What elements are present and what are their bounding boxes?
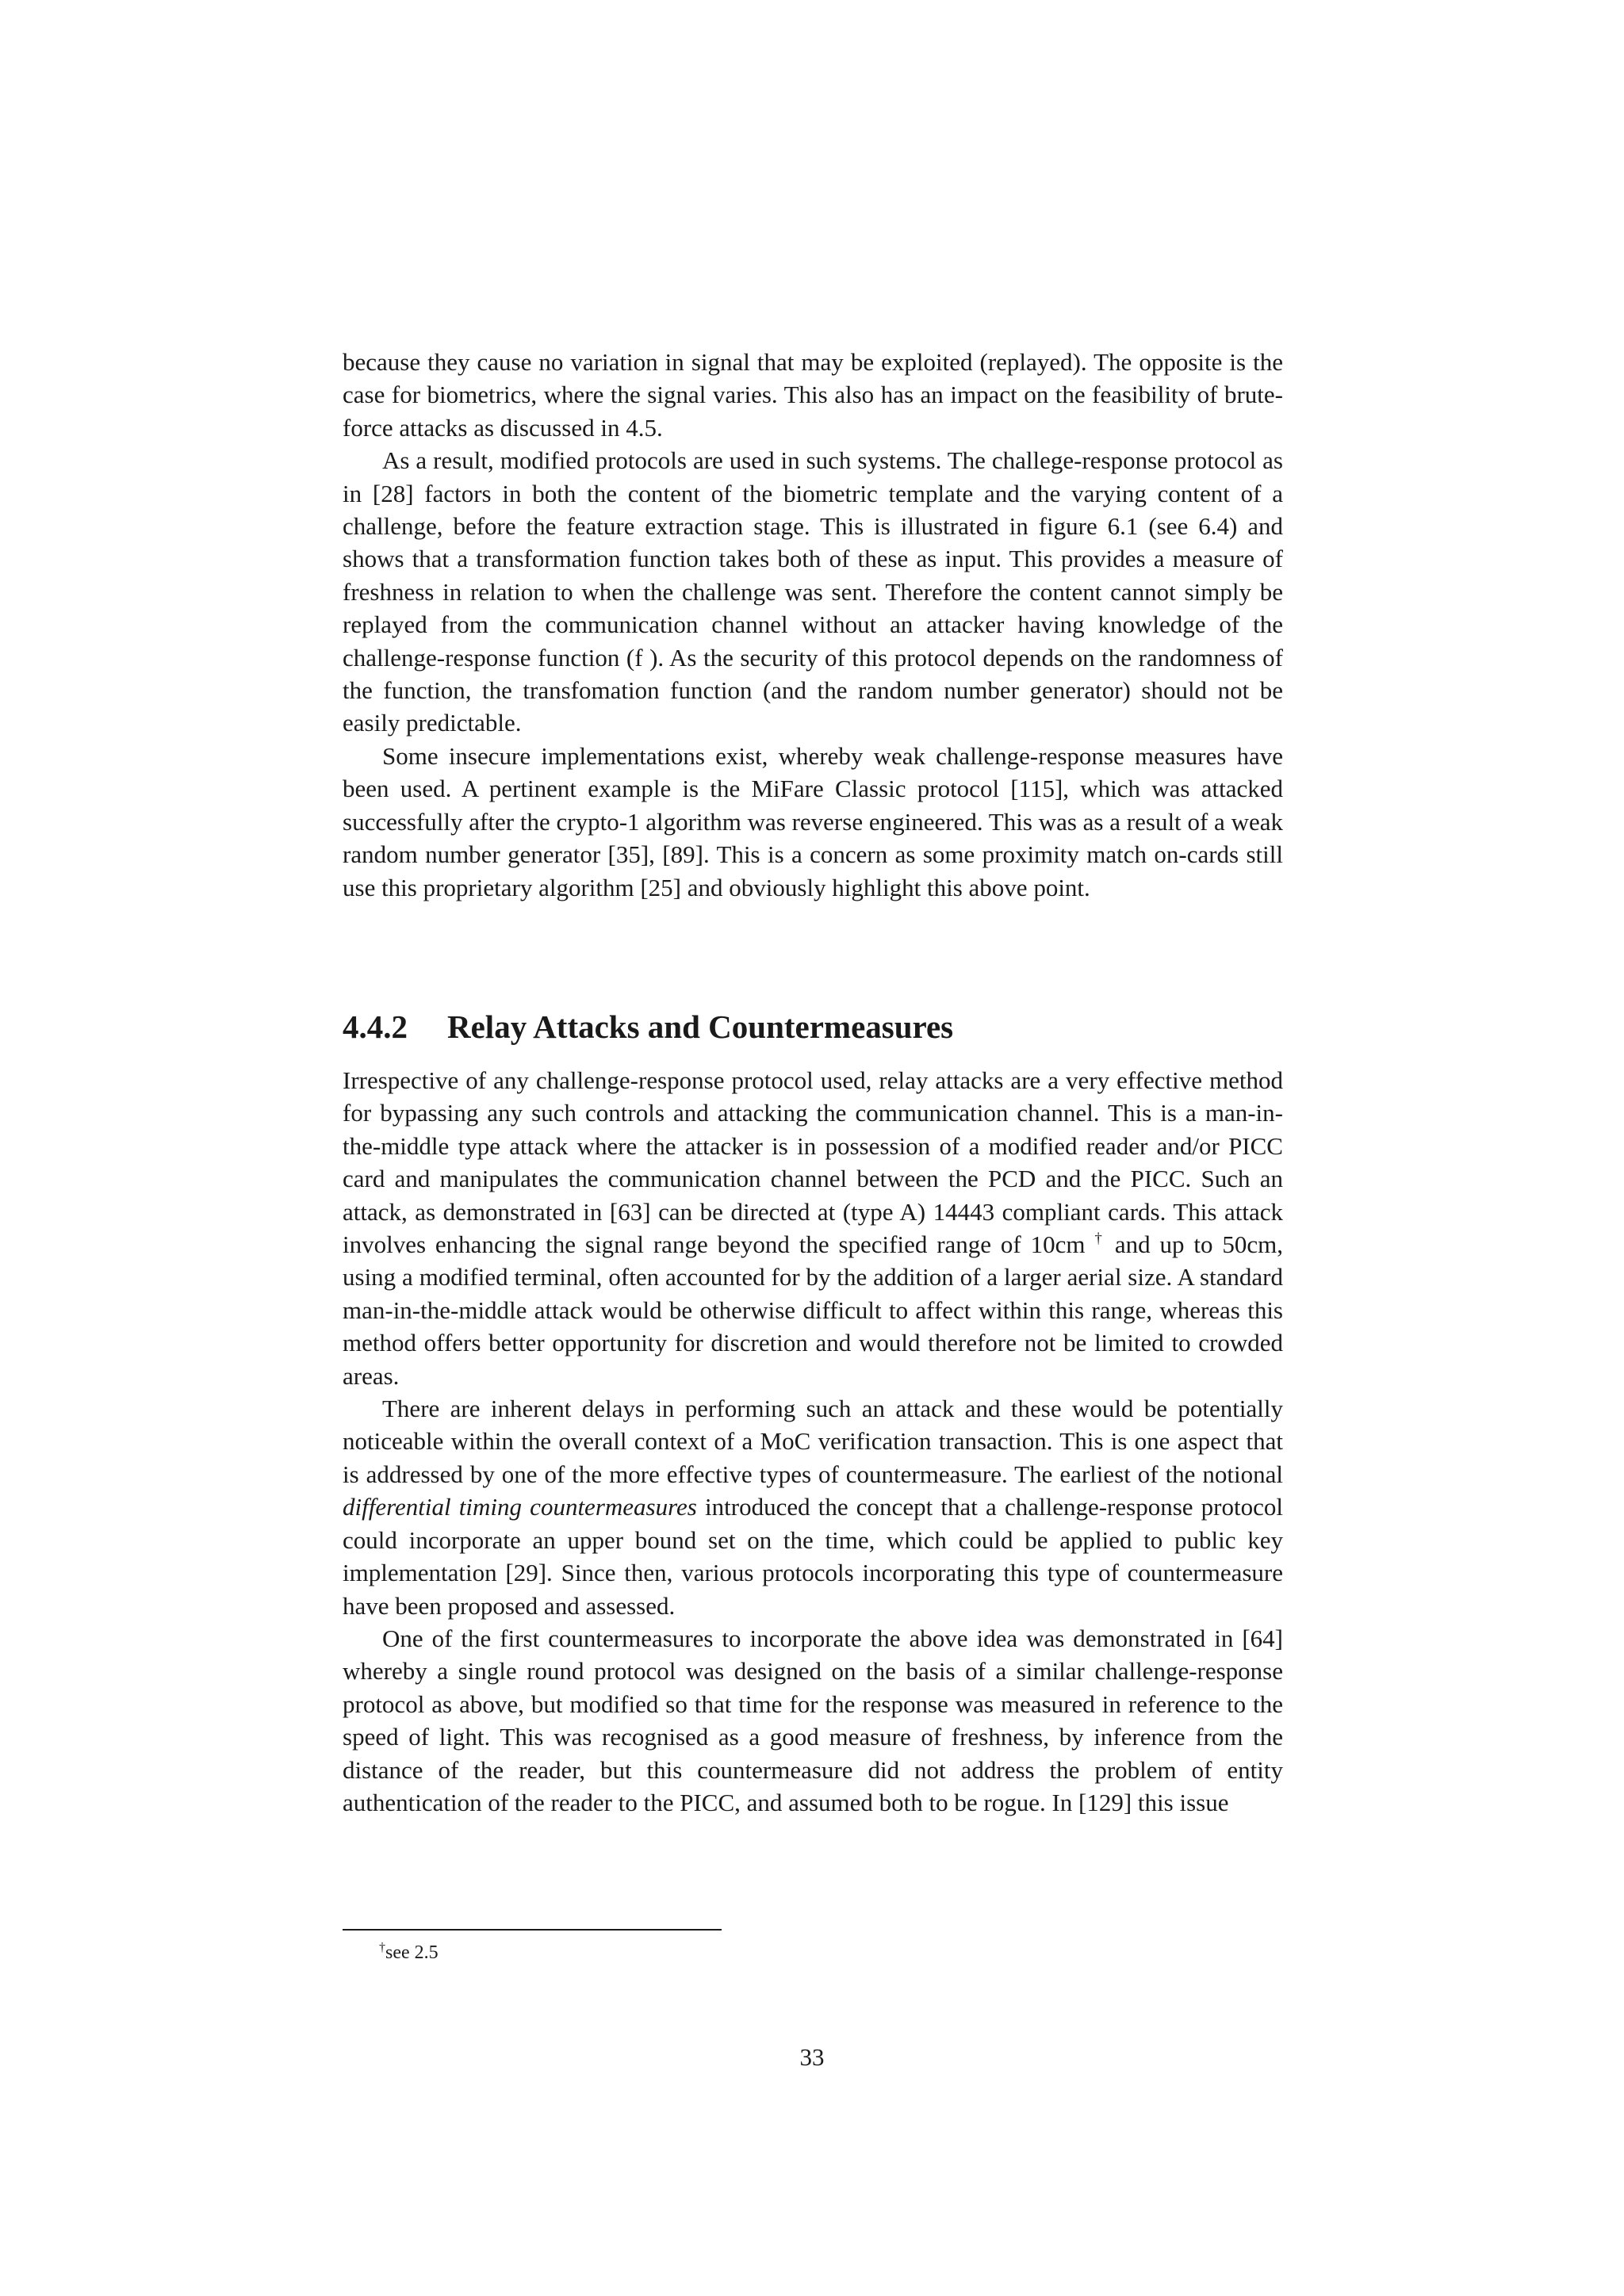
page-number: 33: [799, 2043, 825, 2071]
paragraph: [343, 1392, 1283, 1622]
body-text-top: [343, 346, 1283, 904]
paragraph: because they cause no variation in signal that may be exploited (replayed). The opposite is the case for biometrics, where the signal varies. This also has an impact on the feasibility of brute-force attacks as discussed in 4.5.: [343, 348, 1283, 442]
footnote-marker: †: [379, 1941, 385, 1954]
paragraph-text: There are inherent delays in performing such an attack and these would be potentially noticeable within the overall context of a MoC verification transaction. This is one aspect that is addressed by one of the more effective types of countermeasure. The earliest of the notional: [343, 1395, 1283, 1488]
footnote: [379, 1941, 439, 1965]
paragraph: As a result, modified protocols are used in such systems. The challege-response protocol as in [28] factors in both the content of the biometric template and the varying content of a challenge, before the feature extraction stage. This is illustrated in figure 6.1 (see 6.4) and shows that a transformation function takes both of these as input. This provides a measure of freshness in relation to when the challenge was sent. Therefore the content cannot simply be replayed from the communication channel without an attacker having knowledge of the challenge-response function (f ). As the security of this protocol depends on the randomness of the function, the transfomation function (and the random number generator) should not be easily predictable.: [343, 446, 1283, 737]
paragraph: Some insecure implementations exist, whereby weak challenge-response measures have been used. A pertinent example is the MiFare Classic protocol [115], which was attacked successfully after the crypto-1 algorithm was reverse engineered. This was as a result of a weak random number generator [35], [89]. This is a concern as some proximity match on-cards still use this proprietary algorithm [25] and obviously highlight this above point.: [343, 741, 1283, 901]
footnote-text: see 2.5: [385, 1942, 439, 1963]
section-title: Relay Attacks and Countermeasures: [447, 1008, 954, 1045]
section-heading: [343, 1005, 1283, 1048]
italic-term: differential timing countermeasures: [343, 1493, 697, 1521]
paragraph: [343, 1064, 1283, 1392]
paragraph-text: Irrespective of any challenge-response protocol used, relay attacks are a very effective method for bypassing any such controls and attacking the communication channel. This is a man-in-the-middle type attack where the attacker is in possession of a modified reader and/or PICC card and manipulates the communication channel between the PCD and the PICC. Such an attack, as demonstrated in [63] can be directed at (type A) 14443 compliant cards. This attack involves enhancing the signal range beyond the specified range of 10cm: [343, 1066, 1283, 1259]
section-number: 4.4.2: [343, 1008, 408, 1045]
section-relay-attacks: [343, 1005, 1283, 1819]
paragraph: One of the first countermeasures to incorporate the above idea was demonstrated in [64] whereby a single round protocol was designed on the basis of a similar challenge-response protocol as above, but modified so that time for the response was measured in reference to the speed of light. This was recognised as a good measure of freshness, by inference from the distance of the reader, but this countermeasure did not address the problem of entity authentication of the reader to the PICC, and assumed both to be rogue. In [129] this issue: [343, 1624, 1283, 1816]
footnote-divider: [343, 1929, 722, 1931]
paragraph-text: introduced the concept that a challenge-response protocol could incorporate an upper bound set on the time, which could be applied to public key implementation [29]. Since then, various protocols incorporating this type of countermeasure have been proposed and assessed.: [343, 1493, 1283, 1620]
footnote-marker: †: [1094, 1230, 1106, 1248]
paragraph-text: and up to 50cm, using a modified terminal, often accounted for by the addition of a larger aerial size. A standard man-in-the-middle attack would be otherwise difficult to affect within this range, whereas this method offers better opportunity for discretion and would therefore not be limited to crowded areas.: [343, 1230, 1284, 1390]
